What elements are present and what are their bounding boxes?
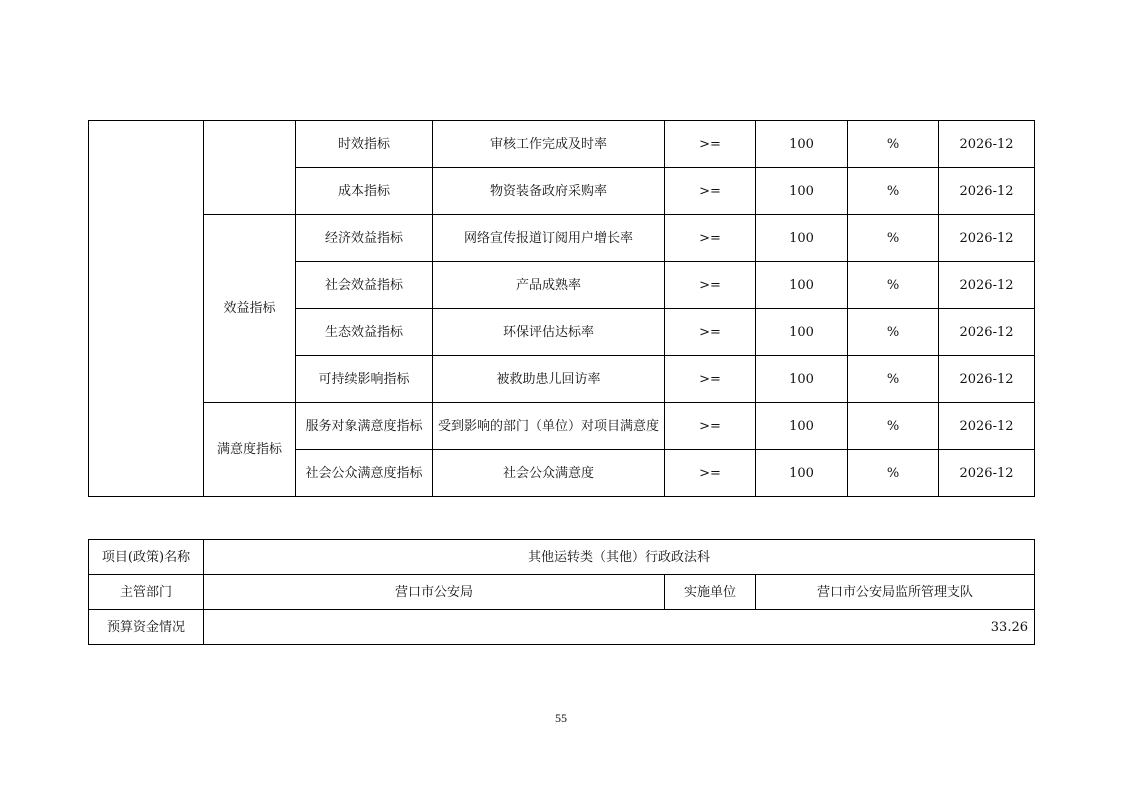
target-value: 100 (756, 168, 848, 215)
third-level-indicator: 服务对象满意度指标 (296, 403, 433, 450)
budget-value: 33.26 (204, 610, 1035, 645)
second-level-satisfaction: 满意度指标 (204, 403, 296, 497)
table-row (89, 575, 1035, 610)
target-value: 100 (756, 309, 848, 356)
second-level-benefit: 效益指标 (204, 215, 296, 403)
indicator-name: 被救助患儿回访率 (433, 356, 665, 403)
indicator-name: 产品成熟率 (433, 262, 665, 309)
operator: >= (665, 168, 756, 215)
operator: >= (665, 450, 756, 497)
period: 2026-12 (939, 121, 1035, 168)
period: 2026-12 (939, 215, 1035, 262)
period: 2026-12 (939, 168, 1035, 215)
third-level-indicator: 可持续影响指标 (296, 356, 433, 403)
third-level-indicator: 成本指标 (296, 168, 433, 215)
target-value: 100 (756, 262, 848, 309)
operator: >= (665, 215, 756, 262)
page-number: 55 (555, 711, 567, 725)
period: 2026-12 (939, 356, 1035, 403)
target-value: 100 (756, 356, 848, 403)
third-level-indicator: 社会公众满意度指标 (296, 450, 433, 497)
third-level-indicator: 生态效益指标 (296, 309, 433, 356)
period: 2026-12 (939, 262, 1035, 309)
indicator-name: 社会公众满意度 (433, 450, 665, 497)
unit: % (848, 403, 939, 450)
table-row (89, 403, 1035, 450)
unit: % (848, 215, 939, 262)
project-name-value: 其他运转类（其他）行政政法科 (204, 540, 1035, 575)
operator: >= (665, 262, 756, 309)
department-label: 主管部门 (89, 575, 204, 610)
budget-label: 预算资金情况 (89, 610, 204, 645)
implementing-unit-label: 实施单位 (665, 575, 756, 610)
project-info-table (88, 539, 1035, 645)
table-row (89, 540, 1035, 575)
table-row (89, 610, 1035, 645)
operator: >= (665, 403, 756, 450)
indicator-name: 受到影响的部门（单位）对项目满意度 (433, 403, 665, 450)
indicator-name: 审核工作完成及时率 (433, 121, 665, 168)
indicator-name: 网络宣传报道订阅用户增长率 (433, 215, 665, 262)
operator: >= (665, 121, 756, 168)
target-value: 100 (756, 450, 848, 497)
unit: % (848, 121, 939, 168)
second-level-indicator-cell (204, 121, 296, 215)
target-value: 100 (756, 121, 848, 168)
project-name-label: 项目(政策)名称 (89, 540, 204, 575)
period: 2026-12 (939, 450, 1035, 497)
operator: >= (665, 356, 756, 403)
department-value: 营口市公安局 (204, 575, 665, 610)
first-level-indicator-cell (89, 121, 204, 497)
period: 2026-12 (939, 309, 1035, 356)
implementing-unit-value: 营口市公安局监所管理支队 (756, 575, 1035, 610)
unit: % (848, 168, 939, 215)
indicator-name: 环保评估达标率 (433, 309, 665, 356)
operator: >= (665, 309, 756, 356)
unit: % (848, 262, 939, 309)
table-row (89, 215, 1035, 262)
target-value: 100 (756, 403, 848, 450)
unit: % (848, 356, 939, 403)
target-value: 100 (756, 215, 848, 262)
unit: % (848, 450, 939, 497)
performance-indicator-table (88, 120, 1035, 497)
third-level-indicator: 经济效益指标 (296, 215, 433, 262)
unit: % (848, 309, 939, 356)
period: 2026-12 (939, 403, 1035, 450)
indicator-name: 物资装备政府采购率 (433, 168, 665, 215)
third-level-indicator: 时效指标 (296, 121, 433, 168)
third-level-indicator: 社会效益指标 (296, 262, 433, 309)
table-row (89, 121, 1035, 168)
